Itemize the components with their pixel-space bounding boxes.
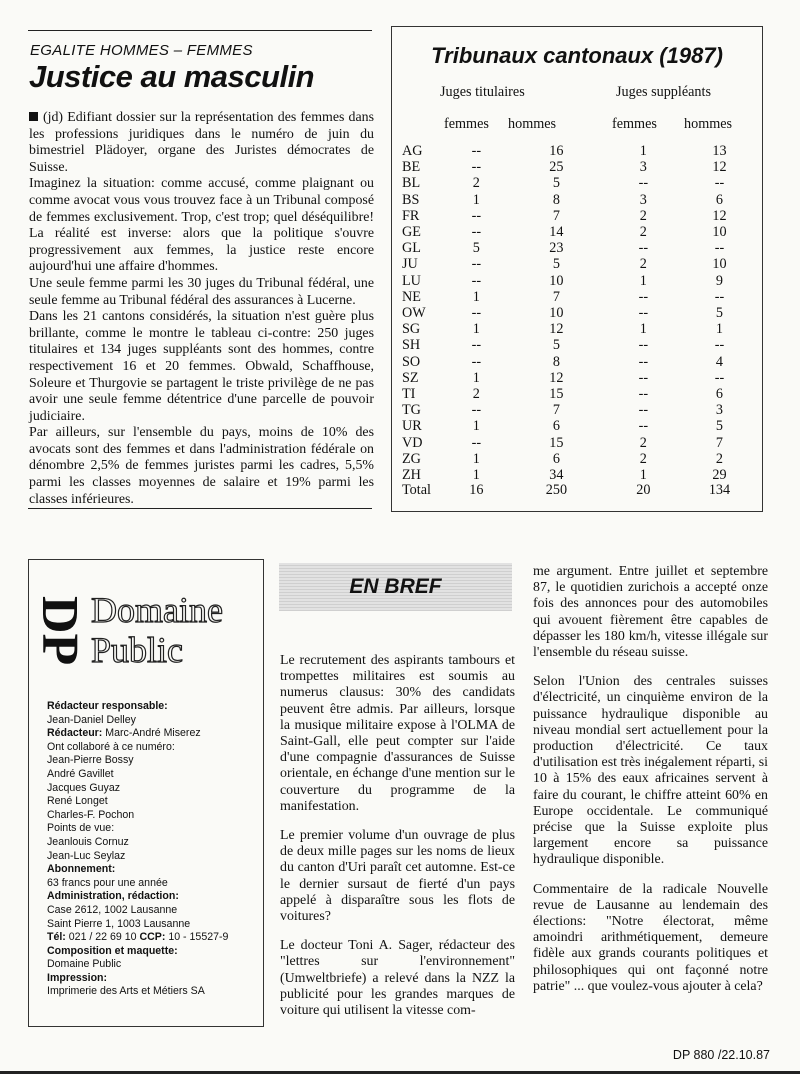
canton-code: SO bbox=[402, 353, 421, 370]
table-header-hommes-1: hommes bbox=[508, 116, 557, 132]
canton-value: -- bbox=[471, 272, 482, 289]
canton-value: 12 bbox=[549, 369, 564, 386]
credit-text: André Gavillet bbox=[47, 767, 114, 780]
credit-line bbox=[47, 795, 261, 809]
canton-value: 1 bbox=[639, 467, 647, 484]
canton-value: 7 bbox=[552, 402, 560, 419]
canton-value: 2 bbox=[639, 434, 647, 451]
credit-text: Domaine Public bbox=[47, 958, 122, 971]
bottom-edge bbox=[0, 1040, 800, 1074]
canton-value: -- bbox=[471, 305, 482, 322]
canton-value: 5 bbox=[552, 337, 560, 354]
table-row bbox=[402, 289, 762, 305]
canton-value: 1 bbox=[472, 467, 480, 484]
table-row bbox=[402, 192, 762, 208]
canton-value: -- bbox=[471, 353, 482, 370]
canton-value: 1 bbox=[472, 288, 480, 305]
table-row bbox=[402, 402, 762, 418]
table-row bbox=[402, 337, 762, 353]
credit-line bbox=[47, 836, 261, 850]
dp-logo bbox=[31, 596, 95, 666]
article-paragraph: (jd) Edifiant dossier sur la représentation des femmes dans les professions juridiques dans le numéro de juin du bimestriel Plädoyer, organe des Juristes démocrates de Suisse. bbox=[29, 110, 374, 175]
table-row bbox=[402, 240, 762, 256]
canton-code: TG bbox=[402, 402, 421, 419]
table-group-titulaires: Juges titulaires bbox=[440, 84, 525, 100]
table-group-suppleants: Juges suppléants bbox=[616, 84, 711, 100]
canton-value: 4 bbox=[715, 353, 724, 370]
credit-text: Jeanlouis Cornuz bbox=[47, 835, 129, 848]
credit-line bbox=[47, 700, 261, 714]
table-row bbox=[402, 354, 762, 370]
canton-value: 5 bbox=[552, 256, 560, 273]
credit-text: Points de vue: bbox=[47, 822, 115, 835]
table-row bbox=[402, 208, 762, 224]
canton-value: -- bbox=[714, 369, 725, 386]
table-row bbox=[402, 273, 762, 289]
canton-value: 1 bbox=[472, 450, 480, 467]
canton-value: 2 bbox=[472, 175, 480, 192]
canton-value: -- bbox=[638, 386, 649, 403]
canton-value: 1 bbox=[639, 143, 647, 159]
table-box bbox=[391, 26, 763, 512]
table-row bbox=[402, 467, 762, 483]
canton-value: 1 bbox=[715, 321, 724, 338]
canton-total-row bbox=[402, 482, 762, 498]
canton-code: BS bbox=[402, 191, 420, 208]
credit-text: Impression: bbox=[47, 971, 108, 984]
canton-value: 2 bbox=[472, 386, 480, 403]
article-paragraph: Une seule femme parmi les 30 juges du Tribunal fédéral, une seule femme au Tribunal fédéral des assurances à Lucerne. bbox=[29, 275, 374, 308]
table-header-hommes-2: hommes bbox=[684, 116, 733, 132]
article-body bbox=[29, 110, 374, 508]
canton-value: 13 bbox=[712, 143, 727, 159]
article-paragraph: Imaginez la situation: comme accusé, comme plaignant ou comme avocat vous vous trouvez face à un Tribunal composé de femmes exclusivement. Trop, c'est trop; quel déséquilibre! La réalité est inverse: alors que la politique s'ouvre progressivement aux femmes, la justice reste encore aujourd'hui une affaire d'hommes. bbox=[29, 176, 374, 275]
total-sup-h: 134 bbox=[708, 482, 731, 498]
total-sup-f: 20 bbox=[636, 482, 651, 498]
canton-value: 2 bbox=[639, 450, 647, 467]
credit-text: CCP: bbox=[139, 931, 166, 944]
canton-value: 6 bbox=[715, 191, 724, 208]
canton-value: 1 bbox=[639, 272, 647, 289]
credit-line bbox=[47, 754, 261, 768]
canton-value: 2 bbox=[639, 207, 647, 224]
canton-value: 1 bbox=[639, 321, 647, 338]
canton-value: 12 bbox=[712, 159, 727, 176]
canton-code: SG bbox=[402, 321, 421, 338]
canton-value: -- bbox=[638, 305, 649, 322]
table-row bbox=[402, 451, 762, 467]
canton-value: 3 bbox=[715, 402, 724, 419]
credit-text: Case 2612, 1002 Lausanne bbox=[47, 903, 178, 916]
canton-code: LU bbox=[402, 272, 421, 289]
canton-value: 16 bbox=[549, 143, 564, 159]
credit-line bbox=[47, 768, 261, 782]
canton-value: -- bbox=[638, 353, 649, 370]
credit-text: Jacques Guyaz bbox=[47, 781, 121, 794]
credit-text: Jean-Pierre Bossy bbox=[47, 754, 134, 767]
canton-value: 15 bbox=[549, 434, 564, 451]
canton-value: -- bbox=[714, 175, 725, 192]
credit-text: Rédacteur: bbox=[47, 727, 103, 740]
canton-value: -- bbox=[471, 159, 482, 176]
credit-text: Composition et maquette: bbox=[47, 944, 178, 957]
canton-value: 7 bbox=[552, 288, 560, 305]
canton-value: -- bbox=[638, 337, 649, 354]
table-row bbox=[402, 305, 762, 321]
canton-value: 5 bbox=[715, 305, 724, 322]
total-tit-f: 16 bbox=[469, 482, 484, 498]
masthead-name-2: Public bbox=[91, 630, 184, 670]
table-header-femmes-2: femmes bbox=[612, 116, 657, 132]
enbref-col2 bbox=[533, 564, 768, 1008]
canton-value: 10 bbox=[712, 256, 727, 273]
article-paragraph: Dans les 21 cantons considérés, la situation n'est guère plus brillante, comme le montre le tableau ci-contre: 250 juges titulaires et 134 juges suppléants sont des hommes, contre respectivement 16 et 20 femmes. Obwald, Schaffhouse, Soleure et Thurgovie se partagent le triste privilège de ne pas avoir une seule femme détentrice d'une parcelle de pouvoir judiciaire. bbox=[29, 309, 374, 424]
canton-value: 10 bbox=[549, 272, 564, 289]
credit-text: Jean-Daniel Delley bbox=[47, 713, 136, 726]
canton-value: 1 bbox=[472, 418, 480, 435]
canton-value: 3 bbox=[639, 191, 647, 208]
table-row bbox=[402, 435, 762, 451]
credit-line bbox=[47, 904, 261, 918]
canton-code: BE bbox=[402, 159, 421, 176]
canton-value: 8 bbox=[552, 191, 560, 208]
credit-line bbox=[47, 714, 261, 728]
canton-value: 14 bbox=[549, 224, 564, 241]
canton-value: -- bbox=[638, 288, 649, 305]
canton-value: 5 bbox=[715, 418, 724, 435]
canton-value: 5 bbox=[552, 175, 560, 192]
canton-value: -- bbox=[714, 337, 725, 354]
canton-value: 1 bbox=[472, 369, 480, 386]
canton-value: -- bbox=[471, 256, 482, 273]
credit-line bbox=[47, 958, 261, 972]
credit-text: Imprimerie des Arts et Métiers SA bbox=[47, 985, 205, 998]
canton-value: 2 bbox=[639, 224, 647, 241]
canton-code: SZ bbox=[402, 369, 419, 386]
canton-value: 2 bbox=[639, 256, 647, 273]
credit-text: Jean-Luc Seylaz bbox=[47, 849, 126, 862]
enbref-item: Selon l'Union des centrales suisses d'électricité, un cinquième environ de la puissance hydraulique disponible au niveau mondial sert actuellement pour la production d'électricité. Ce taux d'utilisation est très inégalement réparti, si 10 à 15% des eaux africaines servent à faire du courant, le chiffre atteint 60% en Europe occidentale. Le communiqué précise que la Suisse exploite plus largement encore sa puissance hydraulique disponible. bbox=[533, 674, 768, 868]
credit-text: 10 - 15527-9 bbox=[165, 931, 229, 944]
table-row bbox=[402, 256, 762, 272]
enbref-banner bbox=[279, 563, 512, 611]
credit-line bbox=[47, 877, 261, 891]
canton-value: 34 bbox=[549, 467, 564, 484]
canton-value: -- bbox=[471, 434, 482, 451]
enbref-title: EN BREF bbox=[349, 575, 442, 598]
table-row bbox=[402, 175, 762, 191]
credit-text: Saint Pierre 1, 1003 Lausanne bbox=[47, 917, 191, 930]
canton-value: -- bbox=[638, 240, 649, 257]
canton-value: 10 bbox=[549, 305, 564, 322]
credit-line bbox=[47, 850, 261, 864]
credit-text: Marc-André Miserez bbox=[102, 727, 201, 740]
credit-line bbox=[47, 972, 261, 986]
canton-code: ZG bbox=[402, 450, 421, 467]
article-kicker: EGALITE HOMMES – FEMMES bbox=[30, 42, 253, 59]
credit-line bbox=[47, 931, 261, 945]
table-row bbox=[402, 418, 762, 434]
table-row bbox=[402, 321, 762, 337]
canton-value: -- bbox=[714, 240, 725, 257]
canton-value: 12 bbox=[549, 321, 564, 338]
dp-logo-text: DP bbox=[31, 596, 88, 666]
credit-line bbox=[47, 863, 261, 877]
masthead-name-1: Domaine bbox=[91, 590, 223, 630]
credit-line bbox=[47, 741, 261, 755]
credit-text: Administration, rédaction: bbox=[47, 890, 179, 903]
total-tit-h: 250 bbox=[545, 482, 568, 498]
canton-value: 23 bbox=[549, 240, 564, 257]
enbref-col1 bbox=[280, 653, 515, 1032]
canton-value: 1 bbox=[472, 321, 480, 338]
credit-line bbox=[47, 727, 261, 741]
credit-text: Ont collaboré à ce numéro: bbox=[47, 740, 175, 753]
total-label: Total bbox=[402, 482, 431, 498]
masthead-box bbox=[28, 559, 264, 1027]
credit-line bbox=[47, 918, 261, 932]
canton-value: -- bbox=[471, 143, 482, 159]
canton-value: 25 bbox=[549, 159, 564, 176]
canton-value: 10 bbox=[712, 224, 727, 241]
canton-value: 3 bbox=[639, 159, 647, 176]
article-paragraph: Par ailleurs, sur l'ensemble du pays, moins de 10% des avocats sont des femmes et dans l'administration fédérale on dénombre 2,5% de femmes juristes parmi les cadres, 5,5% parmi les classes moyennes de salaire et 19% parmi les classes inférieures. bbox=[29, 425, 374, 507]
credit-text: Tél: bbox=[47, 931, 66, 944]
credit-line bbox=[47, 890, 261, 904]
canton-value: 12 bbox=[712, 207, 727, 224]
credit-line bbox=[47, 822, 261, 836]
canton-value: 29 bbox=[712, 467, 727, 484]
canton-code: TI bbox=[402, 386, 416, 403]
canton-value: 7 bbox=[715, 434, 724, 451]
table-row bbox=[402, 224, 762, 240]
canton-value: 5 bbox=[472, 240, 480, 257]
masthead-credits bbox=[47, 700, 261, 999]
credit-text: Charles-F. Pochon bbox=[47, 808, 135, 821]
canton-code: OW bbox=[402, 305, 426, 322]
canton-value: -- bbox=[471, 224, 482, 241]
credit-line bbox=[47, 809, 261, 823]
table-row bbox=[402, 370, 762, 386]
canton-code: ZH bbox=[402, 467, 421, 484]
canton-value: 9 bbox=[715, 272, 724, 289]
canton-value: 6 bbox=[552, 450, 560, 467]
credit-text: 63 francs pour une année bbox=[47, 876, 168, 889]
table-title: Tribunaux cantonaux (1987) bbox=[431, 43, 723, 68]
canton-value: -- bbox=[471, 207, 482, 224]
canton-value: -- bbox=[638, 369, 649, 386]
canton-value: 2 bbox=[715, 450, 724, 467]
enbref-item: me argument. Entre juillet et septembre 87, le quotidien zurichois a accepté onze fois des annonces pour des automobiles qui avouent fièrement être capables de dépasser les 180 km/h, vitesse illégale sur l'ensemble du réseau suisse. bbox=[533, 564, 768, 661]
credit-text: 021 / 22 69 10 bbox=[65, 931, 140, 944]
credit-text: René Longet bbox=[47, 795, 108, 808]
canton-value: 6 bbox=[552, 418, 560, 435]
canton-code: GL bbox=[402, 240, 421, 257]
canton-code: GE bbox=[402, 224, 421, 241]
top-rule-left bbox=[28, 30, 372, 31]
canton-value: -- bbox=[714, 288, 725, 305]
canton-code: AG bbox=[402, 143, 423, 159]
canton-code: UR bbox=[402, 418, 422, 435]
table-row bbox=[402, 159, 762, 175]
canton-code: FR bbox=[402, 207, 420, 224]
article-bottom-rule bbox=[28, 508, 372, 509]
canton-value: -- bbox=[638, 402, 649, 419]
canton-code: JU bbox=[402, 256, 418, 273]
canton-value: 15 bbox=[549, 386, 564, 403]
canton-value: -- bbox=[471, 337, 482, 354]
enbref-item: Le docteur Toni A. Sager, rédacteur des "lettres sur l'environnement" (Umweltbriefe) a relevé dans la NZZ la publicité pour les grandes marques de voiture qui utilisent la vitesse com- bbox=[280, 938, 515, 1019]
table-row bbox=[402, 386, 762, 402]
table-row bbox=[402, 143, 762, 159]
credit-line bbox=[47, 985, 261, 999]
enbref-item: Commentaire de la radicale Nouvelle revue de Lausanne au lendemain des élections: "Notre électorat, même amoindri arithmétiquement, demeure fidèle aux grands courants politiques et philosophiques qui ont façonné notre patrie" ... que voulez-vous ajouter à cela? bbox=[533, 881, 768, 994]
canton-code: BL bbox=[402, 175, 421, 192]
canton-value: 8 bbox=[552, 353, 560, 370]
credit-text: Rédacteur responsable: bbox=[47, 700, 168, 712]
square-bullet-icon bbox=[29, 112, 38, 121]
canton-value: 6 bbox=[715, 386, 724, 403]
credit-line bbox=[47, 945, 261, 959]
canton-code: NE bbox=[402, 288, 421, 305]
canton-value: 7 bbox=[552, 207, 560, 224]
table-header-femmes-1: femmes bbox=[444, 116, 489, 132]
enbref-item: Le premier volume d'un ouvrage de plus de deux mille pages sur les noms de lieux du canton d'Uri paraît cet automne. Est-ce le dernier sursaut de fierté d'un pays appelé à disparaître sous les flots de voitures? bbox=[280, 828, 515, 925]
canton-value: -- bbox=[638, 175, 649, 192]
canton-value: -- bbox=[471, 402, 482, 419]
page-footer: DP 880 /22.10.87 bbox=[672, 1048, 770, 1062]
canton-code: VD bbox=[402, 434, 423, 451]
enbref-item: Le recrutement des aspirants tambours et trompettes militaires est soumis au numerus clausus: 30% des candidats peuvent être admis. Par ailleurs, lorsque la musique militaire expose à l'OLMA de Saint-Gall, elle peut compter sur l'aide d'une compagnie d'assurances de Suisse orientale, en échange d'une mention sur le couverture du programme de la manifestation. bbox=[280, 653, 515, 814]
canton-table bbox=[402, 143, 762, 483]
canton-value: 1 bbox=[472, 191, 480, 208]
canton-code: SH bbox=[402, 337, 421, 354]
credit-line bbox=[47, 782, 261, 796]
article-title: Justice au masculin bbox=[29, 59, 315, 94]
credit-text: Abonnement: bbox=[47, 863, 116, 876]
canton-value: -- bbox=[638, 418, 649, 435]
